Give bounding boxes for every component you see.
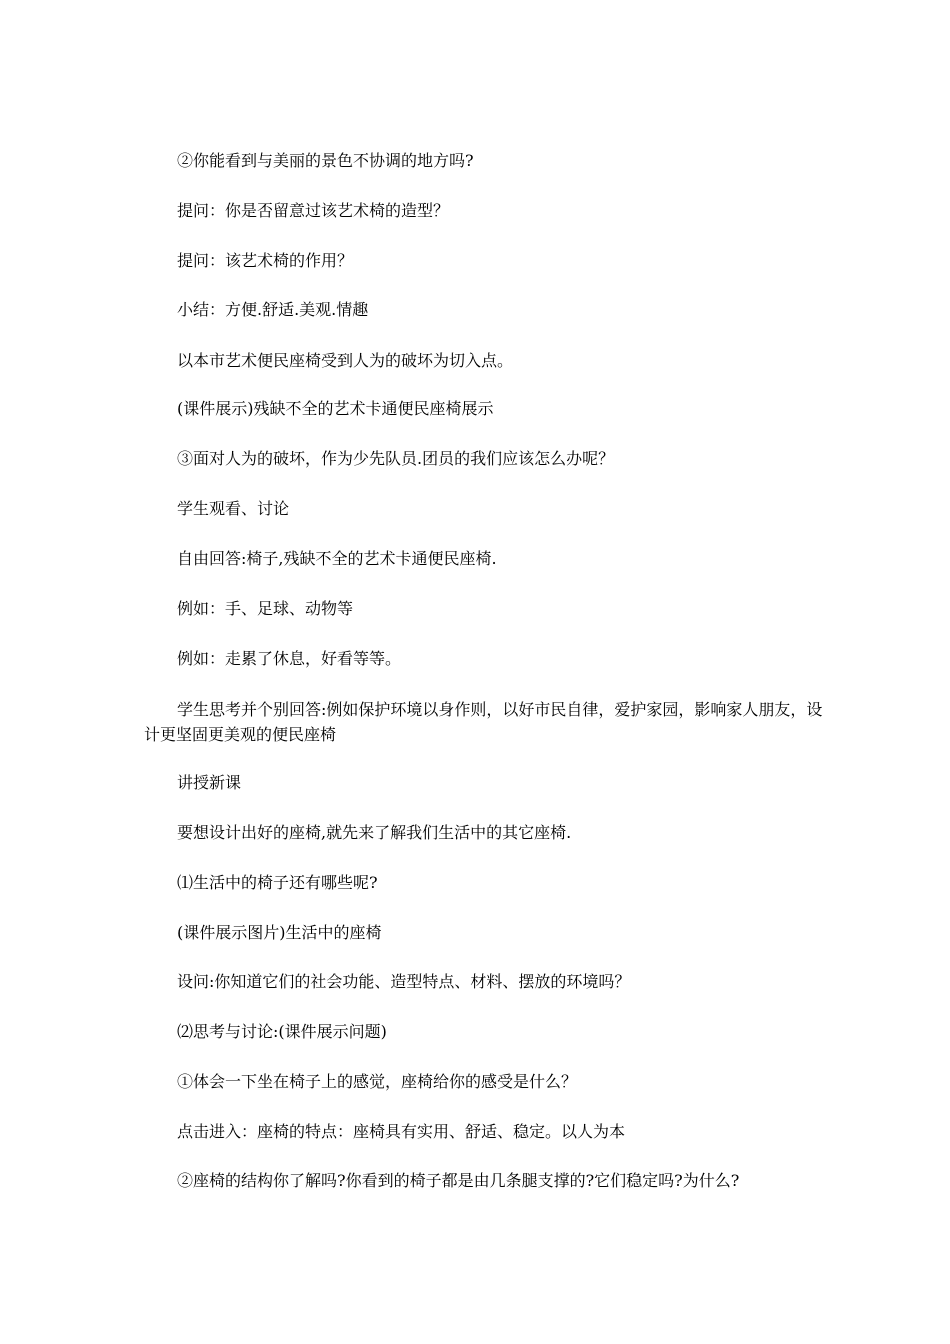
- paragraph: (课件展示图片)生活中的座椅: [177, 923, 382, 942]
- paragraph: 提问：你是否留意过该艺术椅的造型？: [177, 201, 450, 220]
- paragraph: ⑵思考与讨论:(课件展示问题): [177, 1022, 387, 1041]
- paragraph: ③面对人为的破坏，作为少先队员.团员的我们应该怎么办呢？: [177, 449, 615, 468]
- section-heading: 讲授新课: [177, 773, 242, 792]
- paragraph: ②你能看到与美丽的景色不协调的地方吗?: [177, 151, 474, 170]
- paragraph: 学生观看、讨论: [177, 499, 290, 518]
- paragraph: 例如：走累了休息，好看等等。: [177, 649, 402, 668]
- paragraph: 小结：方便.舒适.美观.情趣: [177, 300, 369, 319]
- paragraph: 提问：该艺术椅的作用？: [177, 251, 354, 270]
- paragraph: 例如：手、足球、动物等: [177, 599, 354, 618]
- paragraph: (课件展示)残缺不全的艺术卡通便民座椅展示: [177, 399, 494, 418]
- paragraph: 自由回答:椅子,残缺不全的艺术卡通便民座椅.: [177, 549, 497, 568]
- paragraph: ②座椅的结构你了解吗?你看到的椅子都是由几条腿支撑的?它们稳定吗?为什么?: [177, 1171, 740, 1190]
- paragraph: 设问:你知道它们的社会功能、造型特点、材料、摆放的环境吗？: [177, 972, 631, 991]
- paragraph: 以本市艺术便民座椅受到人为的破坏为切入点。: [177, 351, 514, 370]
- paragraph: ①体会一下坐在椅子上的感觉，座椅给你的感受是什么？: [177, 1072, 578, 1091]
- paragraph: ⑴生活中的椅子还有哪些呢?: [177, 873, 378, 892]
- paragraph: 要想设计出好的座椅,就先来了解我们生活中的其它座椅.: [177, 823, 572, 842]
- paragraph: 学生思考并个别回答:例如保护环境以身作则，以好市民自律，爱护家园，影响家人朋友，设计更坚固更美观的便民座椅: [144, 700, 823, 744]
- paragraph: 点击进入：座椅的特点：座椅具有实用、舒适、稳定。以人为本: [177, 1122, 626, 1141]
